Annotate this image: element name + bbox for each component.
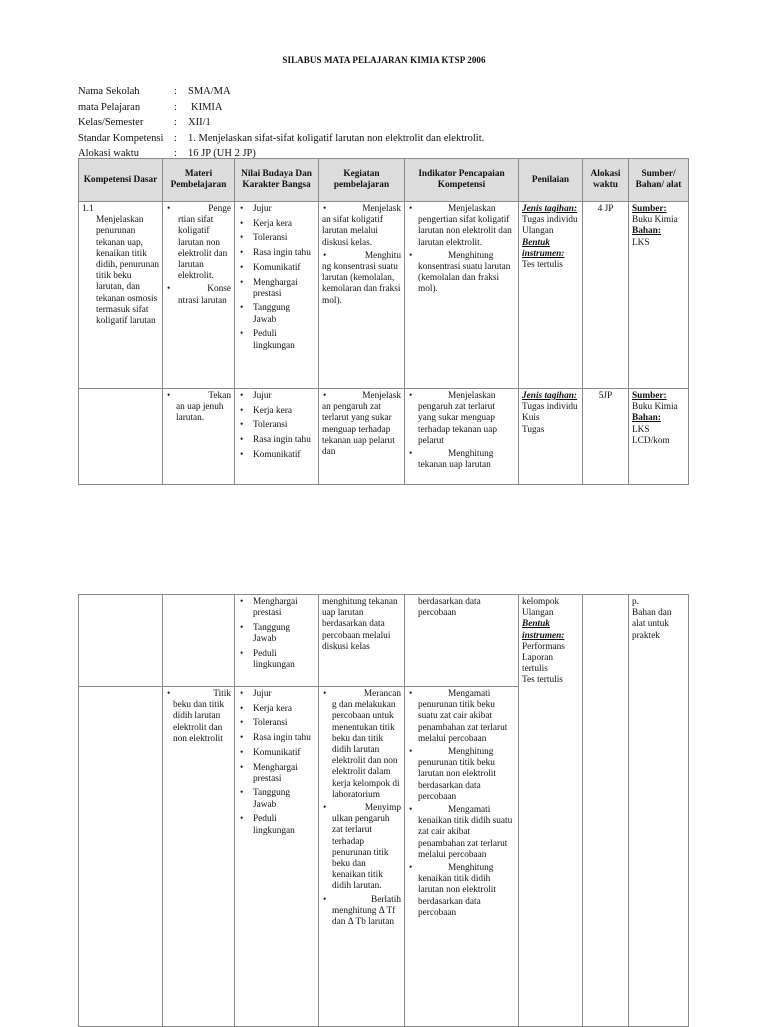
- indikator-bullet-head: • Menjelaskan: [408, 391, 515, 402]
- indikator-cell: [405, 687, 519, 1027]
- indikator-bullet-head: • Mengamati: [408, 689, 515, 700]
- penilaian-item: Kuis: [522, 413, 540, 424]
- list-item: • Tanggung Jawab: [238, 623, 315, 645]
- nilai-cell: [235, 389, 319, 485]
- list-item: • Rasa ingin tahu: [238, 435, 315, 446]
- meta-value: 1. Menjelaskan sifat-sifat koligatif larutan non elektrolit dan elektrolit.: [188, 132, 485, 144]
- indikator-bullet-text: kenaikan titik didih larutan non elektrolit berdasarkan data percobaan: [418, 874, 496, 918]
- kd-cell: [79, 202, 163, 389]
- header-nilai: Nilai Budaya Dan Karakter Bangsa: [235, 159, 319, 202]
- list-item: • Peduli lingkungan: [238, 814, 315, 836]
- materi-bullet-head: • Tekan: [166, 391, 231, 402]
- kegiatan-bullet-text: ulkan pengaruh zat terlarut terhadap penurunan titik beku dan kenaikan titik didih larutan.: [332, 814, 390, 892]
- list-item: • Rasa ingin tahu: [238, 733, 315, 744]
- list-item: • Toleransi: [238, 233, 315, 244]
- indikator-bullet-head: • Mengamati: [408, 805, 515, 816]
- meta-row-standard: Standar Kompetensi : 1. Menjelaskan sifat-sifat koligatif larutan non elektrolit dan elektrolit.: [78, 131, 484, 147]
- meta-value: XII/1: [188, 117, 211, 128]
- list-item: • Jujur: [238, 391, 315, 402]
- sumber-item: Buku Kimia: [632, 402, 678, 413]
- list-item: • Menghargai prestasi: [238, 278, 315, 300]
- indikator-bullet-text: pengaruh zat terlarut yang sukar menguap terhadap tekanan uap pelarut: [418, 402, 497, 446]
- kegiatan-cell: [319, 202, 405, 389]
- materi-cell: [163, 687, 235, 1027]
- indikator-bullet-head: • Menghitung: [408, 747, 515, 758]
- kd-cell: [79, 687, 163, 1027]
- kegiatan-bullet-head: • Berlatih: [322, 895, 401, 906]
- values-list: [238, 689, 315, 837]
- header-materi: Materi Pembelajaran: [163, 159, 235, 202]
- list-item: • Toleransi: [238, 718, 315, 729]
- meta-key: Standar Kompetensi: [78, 132, 164, 144]
- indikator-bullet-head: • Menghitung: [408, 863, 515, 874]
- penilaian-cell: [519, 202, 583, 389]
- list-item: • Kerja kera: [238, 219, 315, 230]
- sumber-cell: [629, 202, 689, 389]
- sumber-cell: [629, 595, 689, 1027]
- penilaian-jenis-label: Jenis tagihan:: [522, 204, 578, 214]
- alokasi-cell: 5JP: [583, 389, 629, 485]
- list-item: • Jujur: [238, 204, 315, 215]
- kegiatan-cell: [319, 687, 405, 1027]
- kegiatan-bullet-head: • Menyimp: [322, 803, 401, 814]
- list-item: • Komunikatif: [238, 450, 315, 461]
- kd-cell: [79, 389, 163, 485]
- list-item: • Rasa ingin tahu: [238, 248, 315, 259]
- list-item: • Peduli lingkungan: [238, 649, 315, 671]
- header-sumber: Sumber/ Bahan/ alat: [629, 159, 689, 202]
- materi-bullet-head: • Penge: [166, 204, 231, 215]
- meta-key: Alokasi waktu: [78, 148, 139, 159]
- kd-cell: [79, 595, 163, 687]
- meta-key: mata Pelajaran: [78, 101, 141, 113]
- penilaian-bentuk-label: Bentuk instrumen:: [522, 619, 565, 641]
- sumber-item: p.: [632, 597, 639, 607]
- materi-cell: [163, 389, 235, 485]
- document-meta: [78, 84, 484, 162]
- penilaian-item: Ulangan: [522, 226, 554, 237]
- penilaian-bentuk-label: Bentuk instrumen:: [522, 237, 565, 259]
- kegiatan-bullet-text: menghitung Δ Tf dan Δ Tb larutan: [332, 905, 396, 928]
- kegiatan-bullet-text: an pengaruh zat terlarut yang sukar menguap terhadap tekanan uap pelarut dan: [322, 402, 395, 458]
- kegiatan-cell: [319, 389, 405, 485]
- penilaian-item: Performans: [522, 641, 565, 652]
- materi-bullet-head: • Titik: [166, 689, 231, 700]
- header-row: [79, 159, 689, 202]
- sumber-item: Buku Kimia: [632, 215, 678, 226]
- indikator-cell: [405, 202, 519, 389]
- meta-value: SMA/MA: [188, 86, 231, 97]
- page-title: SILABUS MATA PELAJARAN KIMIA KTSP 2006: [282, 55, 486, 65]
- bahan-label: Bahan:: [632, 413, 661, 424]
- indikator-bullet-text: penurunan titik beku larutan non elektrolit berdasarkan data percobaan: [418, 758, 496, 802]
- list-item: • Toleransi: [238, 420, 315, 431]
- kegiatan-bullet-head: • Menjelask: [322, 391, 401, 402]
- meta-value: KIMIA: [191, 101, 223, 113]
- nilai-cell: [235, 202, 319, 389]
- bahan-item: LKS: [632, 424, 650, 435]
- materi-cell: [163, 595, 235, 687]
- kegiatan-bullet-head: • Merancan: [322, 689, 401, 700]
- kd-text: Menjelaskan penurunan tekanan uap, kenaikan titik didih, penurunan titik beku larutan, dan tekanan osmosis termasuk sifat koligatif larutan: [96, 215, 159, 327]
- kegiatan-bullet-text: an sifat koligatif larutan melalui diskusi kelas.: [322, 215, 383, 248]
- header-indikator: Indikator Pencapaian Kompetensi: [405, 159, 519, 202]
- kegiatan-bullet-text: ng konsentrasi suatu larutan (kemolalan, kemolaran dan fraksi mol).: [322, 262, 401, 306]
- bahan-label: Bahan:: [632, 226, 661, 237]
- nilai-cell: [235, 687, 319, 1027]
- kd-number: 1.1: [82, 204, 94, 214]
- table-row: [79, 202, 689, 389]
- list-item: • Komunikatif: [238, 748, 315, 759]
- values-list: [238, 597, 315, 671]
- table-row: [79, 389, 689, 485]
- header-kegiatan: Kegiatan pembelajaran: [319, 159, 405, 202]
- penilaian-jenis-label: Jenis tagihan:: [522, 391, 578, 401]
- list-item: • Jujur: [238, 689, 315, 700]
- list-item: • Kerja kera: [238, 704, 315, 715]
- penilaian-item: Tes tertulis: [522, 260, 563, 271]
- indikator-bullet-text: penurunan titik beku suatu zat cair akibat penambahan zat terlarut melalui percobaan: [418, 700, 508, 744]
- penilaian-item: Tugas individu: [522, 215, 578, 226]
- indikator-bullet-text: konsentrasi suatu larutan (kemolalan dan fraksi mol).: [418, 262, 511, 295]
- header-alokasi: Alokasi waktu: [583, 159, 629, 202]
- kegiatan-bullet-head: • Menghitu: [322, 251, 401, 262]
- list-item: • Komunikatif: [238, 263, 315, 274]
- list-item: • Tanggung Jawab: [238, 788, 315, 810]
- list-item: • Peduli lingkungan: [238, 329, 315, 351]
- list-item: • Kerja kera: [238, 406, 315, 417]
- header-kompetensi: Kompetensi Dasar: [79, 159, 163, 202]
- bahan-item: LKS: [632, 237, 650, 248]
- indikator-bullet-text: tekanan uap larutan: [418, 460, 491, 471]
- kegiatan-cell: menghitung tekanan uap larutan berdasarkan data percobaan melalui diskusi kelas: [319, 595, 405, 687]
- penilaian-item: Ulangan: [522, 608, 554, 619]
- indikator-bullet-head: • Menghitung: [408, 251, 515, 262]
- syllabus-table-page-2: [78, 594, 689, 1027]
- penilaian-cell: [519, 595, 583, 1027]
- meta-key: Nama Sekolah: [78, 86, 140, 97]
- indikator-cell: [405, 389, 519, 485]
- penilaian-item: Tugas individu: [522, 402, 578, 413]
- indikator-bullet-head: • Menjelaskan: [408, 204, 515, 215]
- sumber-label: Sumber:: [632, 204, 667, 214]
- list-item: • Menghargai prestasi: [238, 763, 315, 785]
- materi-cell: [163, 202, 235, 389]
- alokasi-cell: [583, 595, 629, 1027]
- sumber-item: Bahan dan alat untuk praktek: [632, 608, 672, 641]
- bahan-item: LCD/kom: [632, 435, 670, 446]
- sumber-cell: [629, 389, 689, 485]
- list-item: • Tanggung Jawab: [238, 303, 315, 325]
- values-list: [238, 391, 315, 461]
- alokasi-cell: 4 JP: [583, 202, 629, 389]
- sumber-label: Sumber:: [632, 391, 667, 401]
- meta-row-school: Nama Sekolah : SMA/MA: [78, 84, 484, 100]
- materi-bullet-head: • Konse: [166, 284, 231, 295]
- header-penilaian: Penilaian: [519, 159, 583, 202]
- penilaian-item: kelompok: [522, 597, 560, 607]
- values-list: [238, 204, 315, 352]
- penilaian-item: Laporan tertulis: [522, 653, 553, 675]
- penilaian-item: Tugas: [522, 424, 545, 435]
- indikator-bullet-head: • Menghitung: [408, 449, 515, 460]
- indikator-cell: [405, 595, 519, 687]
- indikator-bullet-text: kenaikan titik didih suatu zat cair akibat penambahan zat terlarut melalui percobaan: [418, 816, 513, 860]
- syllabus-table-page-1: [78, 158, 689, 485]
- meta-row-class: Kelas/Semester : XII/1: [78, 115, 484, 131]
- kegiatan-bullet-head: • Menjelask: [322, 204, 401, 215]
- kegiatan-bullet-text: g dan melakukan percobaan untuk menentukan titik beku dan titik didih larutan elektrolit dan non elektrolit dalam kerja kelompok di laboratorium: [332, 700, 400, 800]
- materi-bullet-text: an uap jenuh larutan.: [176, 402, 224, 424]
- table-row: [79, 595, 689, 687]
- meta-key: Kelas/Semester: [78, 117, 144, 128]
- penilaian-item: Tes tertulis: [522, 675, 563, 686]
- meta-value: 16 JP (UH 2 JP): [188, 148, 256, 159]
- materi-bullet-text: ntrasi larutan: [178, 295, 227, 306]
- materi-bullet-text: beku dan titik didih larutan elektrolit dan non elektrolit: [173, 700, 225, 744]
- list-item: • Menghargai prestasi: [238, 597, 315, 619]
- meta-row-subject: mata Pelajaran : KIMIA: [78, 100, 484, 116]
- indikator-bullet-text: pengertian sifat koligatif larutan non elektrolit dan larutan elektrolit.: [418, 215, 512, 248]
- meta-row-time: Alokasi waktu : 16 JP (UH 2 JP): [78, 146, 484, 162]
- materi-bullet-text: rtian sifat koligatif larutan non elektrolit dan larutan elektrolit.: [178, 215, 228, 282]
- indikator-text: berdasarkan data percobaan: [418, 597, 481, 619]
- penilaian-cell: [519, 389, 583, 485]
- nilai-cell: [235, 595, 319, 687]
